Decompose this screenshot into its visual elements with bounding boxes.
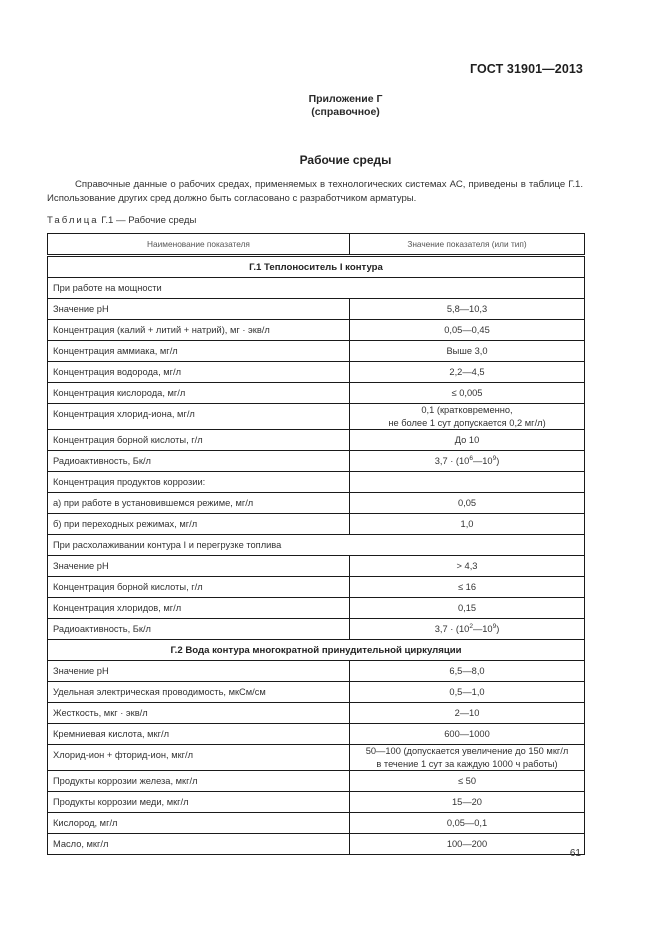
value-mid: —10 [472,624,493,634]
indicator-value: 6,5—8,0 [350,661,585,682]
table-row [48,813,585,834]
group-label: При расхолаживании контура I и перегрузке топлива [48,535,585,556]
section-heading: Г.2 Вода контура многократной принудительной циркуляции [48,640,585,661]
indicator-value: 2,2—4,5 [350,362,585,383]
value-prefix: 3,7 · (10 [434,456,470,466]
table-row [48,703,585,724]
table-row [48,834,585,855]
indicator-name: Концентрация продуктов коррозии: [48,472,350,493]
value-line-2: не более 1 сут допускается 0,2 мг/л) [388,417,546,428]
table-section-row [48,256,585,278]
table-row [48,556,585,577]
indicator-name: а) при работе в установившемся режиме, мг/л [48,493,350,514]
indicator-value: ≤ 0,005 [350,383,585,404]
exponent-1: 2 [469,622,473,630]
value-line-2: в течение 1 сут за каждую 1000 ч работы) [376,758,558,769]
value-mid: —10 [472,456,493,466]
page-number: 61 [569,848,581,859]
value-suffix: ) [496,456,500,466]
indicator-value: Выше 3,0 [350,341,585,362]
indicator-name: Кремниевая кислота, мкг/л [48,724,350,745]
appendix-title: Приложение Г [308,93,383,105]
working-media-table [47,233,585,855]
indicator-value [350,745,585,771]
table-row [48,514,585,535]
indicator-name: Концентрация водорода, мг/л [48,362,350,383]
exponent-2: 9 [492,454,497,462]
indicator-value: До 10 [350,430,585,451]
table-row [48,724,585,745]
intro-text: Справочные данные о рабочих средах, применяемых в технологических системах АС, приведены в таблице Г.1. Использование других сред должно быть согласовано с разработчиком арматуры. [47,179,583,204]
exponent-2: 9 [492,622,497,630]
value-line-1: 50—100 (допускается увеличение до 150 мкг/л [365,746,569,756]
indicator-value [350,404,585,430]
table-row [48,430,585,451]
indicator-value [350,619,585,640]
indicator-name: Удельная электрическая проводимость, мкСм/см [48,682,350,703]
table-row [48,404,585,430]
table-row [48,619,585,640]
table-header-row [48,234,585,256]
table-row [48,451,585,472]
table-group-row [48,278,585,299]
indicator-value: 600—1000 [350,724,585,745]
indicator-value [350,472,585,493]
indicator-value: 15—20 [350,792,585,813]
group-label: При работе на мощности [48,278,585,299]
indicator-name: Концентрация хлорид-иона, мг/л [48,404,350,430]
table-row [48,320,585,341]
indicator-value: ≤ 50 [350,771,585,792]
indicator-value: > 4,3 [350,556,585,577]
table-row [48,598,585,619]
indicator-value: 1,0 [350,514,585,535]
indicator-value: 2—10 [350,703,585,724]
indicator-name: Хлорид-ион + фторид-ион, мкг/л [48,745,350,771]
table-row [48,661,585,682]
column-header-indicator: Наименование показателя [48,234,350,256]
indicator-name: Продукты коррозии меди, мкг/л [48,792,350,813]
table-row [48,577,585,598]
table-row [48,682,585,703]
table-caption-text: Г.1 — Рабочие среды [98,215,197,226]
indicator-value: 100—200 [350,834,585,855]
table-body [48,256,585,855]
table-row [48,299,585,320]
intro-paragraph [47,178,583,206]
value-prefix: 3,7 · (10 [434,624,470,634]
section-heading: Г.1 Теплоноситель I контура [48,256,585,278]
table-row [48,341,585,362]
indicator-name: Продукты коррозии железа, мкг/л [48,771,350,792]
value-suffix: ) [496,624,500,634]
indicator-name: Значение pH [48,299,350,320]
indicator-name: Значение pH [48,661,350,682]
indicator-value: 0,05—0,1 [350,813,585,834]
indicator-name: б) при переходных режимах, мг/л [48,514,350,535]
appendix-heading [0,93,661,119]
section-title: Рабочие среды [299,153,392,167]
indicator-name: Концентрация (калий + литий + натрий), мг · экв/л [48,320,350,341]
column-header-value: Значение показателя (или тип) [350,234,585,256]
appendix-subtitle: (справочное) [311,106,380,118]
table-row [48,362,585,383]
table-row [48,792,585,813]
table-row [48,745,585,771]
indicator-name: Концентрация борной кислоты, г/л [48,577,350,598]
exponent-1: 6 [469,454,473,462]
indicator-value: 0,5—1,0 [350,682,585,703]
indicator-name: Кислород, мг/л [48,813,350,834]
table-caption [47,215,196,226]
indicator-name: Жесткость, мкг · экв/л [48,703,350,724]
indicator-name: Масло, мкг/л [48,834,350,855]
indicator-value: 5,8—10,3 [350,299,585,320]
value-line-1: 0,1 (кратковременно, [421,405,513,415]
document-code: ГОСТ 31901—2013 [469,62,583,76]
indicator-name: Концентрация кислорода, мг/л [48,383,350,404]
indicator-name: Концентрация аммиака, мг/л [48,341,350,362]
table-row [48,771,585,792]
table-row [48,472,585,493]
indicator-name: Концентрация хлоридов, мг/л [48,598,350,619]
indicator-value [350,451,585,472]
indicator-value: 0,05 [350,493,585,514]
table-row [48,383,585,404]
indicator-value: 0,15 [350,598,585,619]
table-row [48,493,585,514]
indicator-name: Концентрация борной кислоты, г/л [48,430,350,451]
indicator-value: ≤ 16 [350,577,585,598]
indicator-value: 0,05—0,45 [350,320,585,341]
indicator-name: Радиоактивность, Бк/л [48,451,350,472]
indicator-name: Радиоактивность, Бк/л [48,619,350,640]
table-group-row [48,535,585,556]
indicator-name: Значение pH [48,556,350,577]
table-caption-label: Таблица [47,215,99,226]
table-section-row [48,640,585,661]
